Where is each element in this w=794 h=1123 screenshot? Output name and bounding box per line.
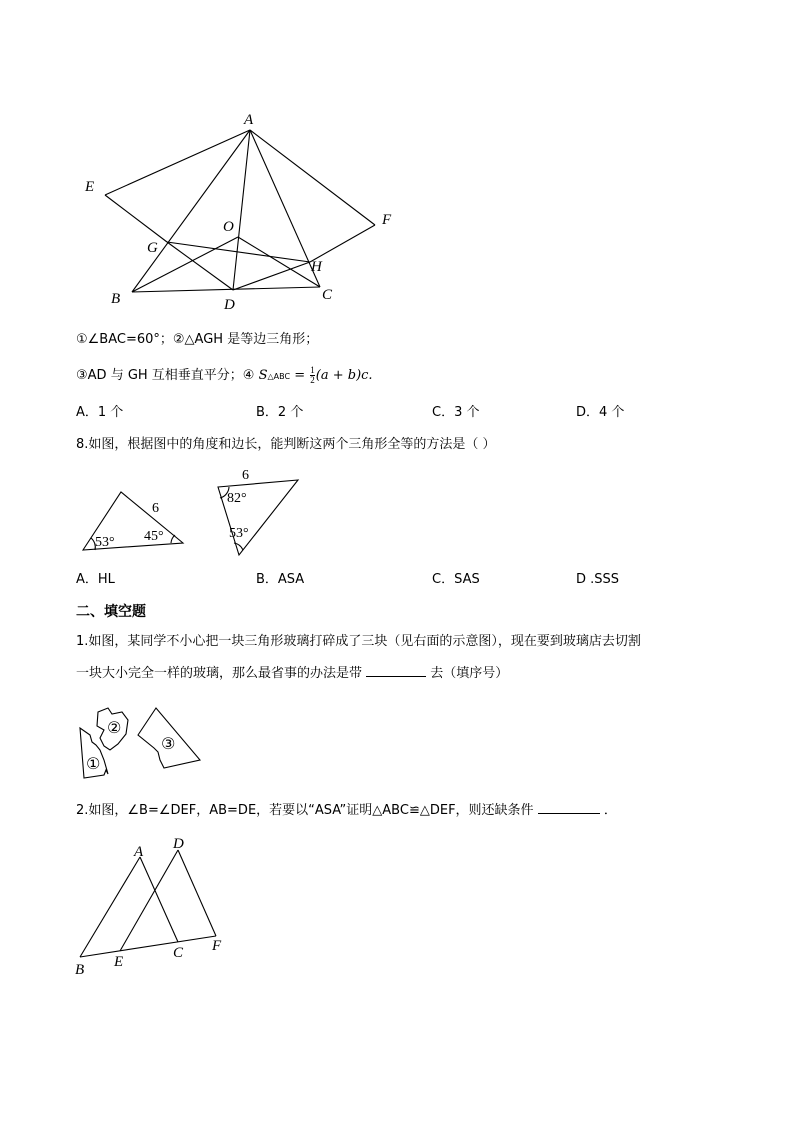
q8-option-a[interactable]: A．HL [76, 572, 115, 587]
fill1-line2-prefix: 一块大小完全一样的玻璃，那么最省事的办法是带 [76, 666, 363, 681]
fig2-label-B: B [75, 962, 85, 978]
fig1-label-G: G [147, 240, 158, 256]
fig1-label-D: D [224, 297, 235, 313]
fig2-label-A: A [134, 844, 144, 860]
fig1-label-O: O [223, 219, 234, 235]
fill2-prefix: 2.如图，∠B=∠DEF，AB=DE，若要以“ASA”证明△ABC≌△DEF，则还缺条件 [76, 803, 534, 818]
q7-option-c[interactable]: C．3 个 [432, 405, 480, 420]
fill1-line1: 1.如图，某同学不小心把一块三角形玻璃打碎成了三块（见右面的示意图），现在要到玻璃店去切割 [76, 634, 641, 649]
area-symbol: S [258, 368, 268, 383]
tri2-angle-top: 82° [227, 491, 247, 506]
fill2-suffix: ． [603, 803, 617, 818]
glass-piece-3-label: ③ [161, 734, 176, 753]
tri1-angle-left: 53° [95, 535, 115, 550]
tri2-side-label: 6 [242, 468, 249, 483]
area-tail: (a + b)c. [315, 368, 373, 383]
fig2-label-F: F [212, 938, 222, 954]
q7-option-d[interactable]: D．4 个 [576, 405, 625, 420]
fig2-label-E: E [114, 954, 124, 970]
fig2-label-C: C [173, 945, 184, 961]
tri2-angle-bottom: 53° [229, 526, 249, 541]
fig1-label-E: E [85, 179, 95, 195]
area-subscript: △ABC [267, 372, 291, 381]
fig2-label-D: D [173, 836, 184, 852]
fig1-label-F: F [382, 212, 392, 228]
q7-statements-line2-prefix: ③AD 与 GH 互相垂直平分；④ [76, 368, 255, 383]
q8-option-d[interactable]: D .SSS [576, 572, 620, 587]
q7-option-b[interactable]: B．2 个 [256, 405, 304, 420]
q8-stem: 8.如图，根据图中的角度和边长，能判断这两个三角形全等的方法是（ ） [76, 437, 496, 452]
q8-option-c[interactable]: C．SAS [432, 572, 480, 587]
fill1-line2-suffix: 去（填序号） [430, 666, 509, 681]
frac-denominator: 2 [310, 375, 315, 385]
glass-piece-1-label: ① [86, 754, 101, 773]
frac-numerator: 1 [310, 365, 315, 375]
q7-option-a[interactable]: A．1 个 [76, 405, 124, 420]
fig1-label-C: C [322, 287, 333, 303]
q8-option-b[interactable]: B．ASA [256, 572, 305, 587]
tri1-side-label: 6 [152, 501, 159, 516]
fig1-label-A: A [244, 112, 254, 128]
tri1-angle-right: 45° [144, 529, 164, 544]
fig1-label-H: H [311, 259, 322, 275]
section-title-fill-in: 二、填空题 [76, 604, 146, 620]
area-equals: = [294, 368, 306, 383]
fig1-label-B: B [111, 291, 121, 307]
q7-statements-line1: ①∠BAC=60°；②△AGH 是等边三角形； [76, 332, 319, 347]
glass-piece-2-label: ② [107, 718, 122, 737]
